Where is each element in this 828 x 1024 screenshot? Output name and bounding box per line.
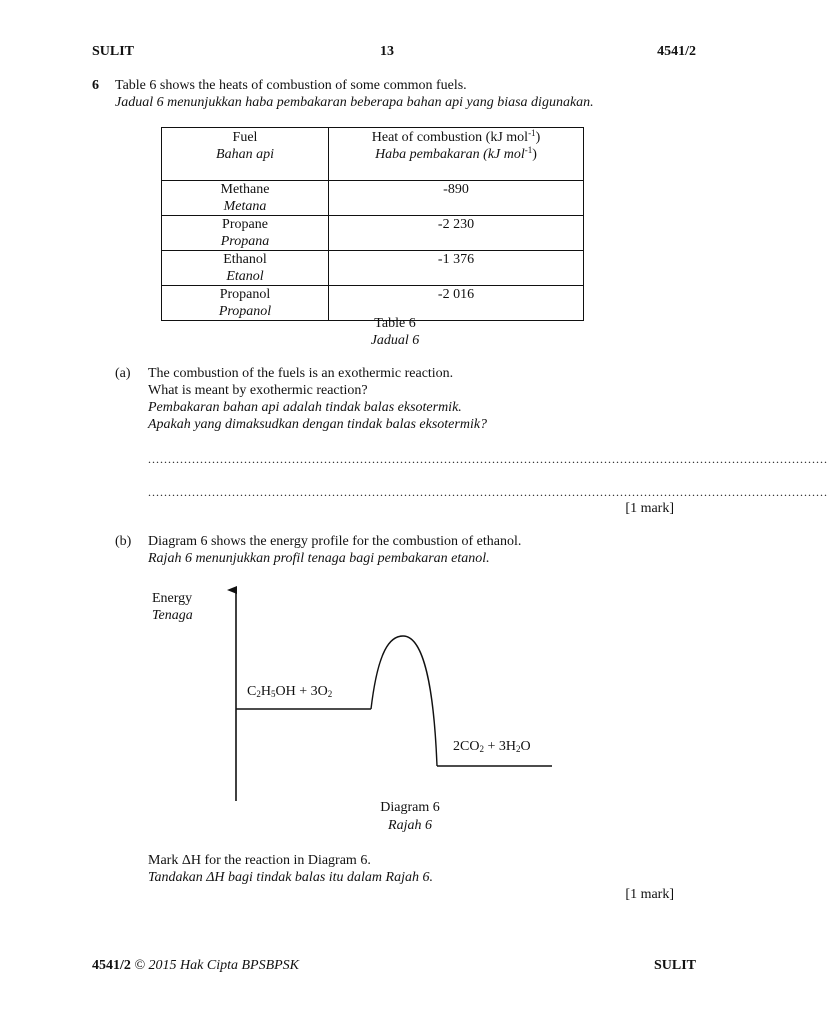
part-a-line1-ms: Pembakaran bahan api adalah tindak balas eksotermik. (148, 400, 462, 415)
footer-code: 4541/2 (92, 958, 131, 973)
part-b-label: (b) (115, 534, 132, 549)
reactants-label: $C_2H_5OH + 3O_2$ (247, 684, 333, 699)
header-heat-ms-close: ) (532, 147, 537, 162)
page-number: 13 (380, 44, 394, 59)
fuel-name-en: Methane (220, 182, 270, 197)
activation-energy-curve (371, 636, 437, 766)
question-intro-ms: Jadual 6 menunjukkan haba pembakaran beberapa bahan api yang biasa digunakan. (115, 95, 594, 110)
fuel-name-ms: Etanol (226, 269, 264, 284)
products-label: $2CO_2 + 3H_2O$ (453, 739, 531, 754)
footer-classification: SULIT (653, 958, 696, 973)
header-fuel-en: Fuel (232, 130, 258, 145)
part-b-marks: [1 mark] (625, 887, 674, 902)
fuel-name-en: Propane (222, 217, 268, 232)
fuel-name-ms: Propanol (218, 304, 272, 319)
diagram-caption-en: Diagram 6 (380, 800, 440, 815)
heat-value: -2 016 (329, 286, 584, 321)
footer-left (92, 958, 299, 974)
footer-copyright: © 2015 Hak Cipta BPSBPSK (134, 958, 300, 973)
answer-line[interactable]: .......................................................................................................................................................................... (148, 452, 828, 466)
energy-axis-label-ms: Tenaga (152, 608, 193, 623)
header-heat-ms: Haba pembakaran (kJ mol (375, 147, 525, 162)
part-b-line1-en: Diagram 6 shows the energy profile for the combustion of ethanol. (148, 534, 522, 549)
part-a-line2-ms: Apakah yang dimaksudkan dengan tindak balas eksotermik? (148, 417, 488, 432)
header-heat-en-close: ) (535, 130, 541, 145)
paper-code: 4541/2 (657, 44, 696, 59)
part-a-line1-en: The combustion of the fuels is an exothermic reaction. (148, 366, 454, 381)
question-intro-en: Table 6 shows the heats of combustion of some common fuels. (115, 78, 467, 93)
heat-value: -1 376 (329, 251, 584, 286)
header-heat-ms-exp: -1 (524, 145, 533, 155)
part-a-label: (a) (115, 366, 131, 381)
part-a-line2-en: What is meant by exothermic reaction? (148, 383, 368, 398)
part-b-instruction-en: Mark ΔH for the reaction in Diagram 6. (148, 853, 371, 868)
fuel-name-en: Propanol (219, 287, 271, 302)
header-fuel-ms: Bahan api (216, 147, 274, 162)
energy-axis-label-en: Energy (152, 591, 193, 606)
header-classification: SULIT (92, 44, 135, 59)
diagram-caption-ms: Rajah 6 (388, 818, 432, 833)
table-caption-ms: Jadual 6 (370, 333, 420, 348)
header-heat-en-exp: -1 (528, 128, 536, 138)
heat-value: -2 230 (329, 216, 584, 251)
part-b-instruction-ms: Tandakan ΔH bagi tindak balas itu dalam Rajah 6. (148, 870, 433, 885)
part-b-line1-ms: Rajah 6 menunjukkan profil tenaga bagi pembakaran etanol. (148, 551, 490, 566)
question-number: 6 (92, 78, 99, 93)
fuel-name-ms: Metana (223, 199, 267, 214)
part-a-marks: [1 mark] (625, 501, 674, 516)
header-heat-en: Heat of combustion (kJ mol (371, 130, 529, 145)
heat-value: -890 (329, 181, 584, 216)
table-caption-en: Table 6 (374, 316, 416, 331)
answer-line[interactable]: .......................................................................................................................................................................... (148, 485, 828, 499)
fuel-name-en: Ethanol (223, 252, 267, 267)
fuel-name-ms: Propana (220, 234, 270, 249)
